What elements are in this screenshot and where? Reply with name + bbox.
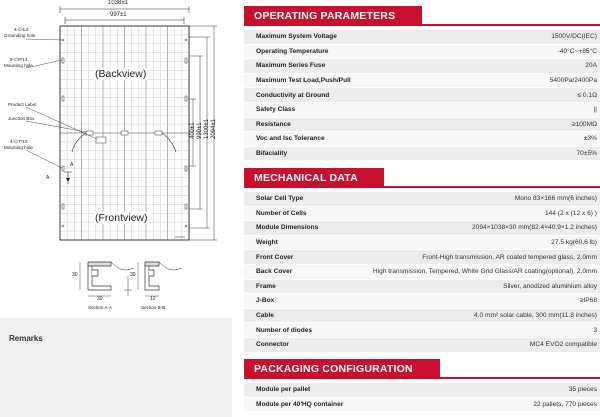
spec-value: Front-High transmission, AR coated tempered glass, 2.0mm xyxy=(422,253,597,261)
dim-990: 990±1 xyxy=(197,122,203,139)
spec-row xyxy=(244,192,600,207)
spec-value: 3 xyxy=(593,326,597,334)
spec-key: Operating Temperature xyxy=(256,47,329,55)
section-b-label: Section B-B xyxy=(141,305,166,310)
section-a-width: 30 xyxy=(97,296,103,302)
spec-key: Number of Cells xyxy=(256,209,307,217)
dim-2094: 2094±1 xyxy=(211,119,217,139)
spec-value: || xyxy=(593,106,597,114)
spec-value: Silver, anodized aluminium alloy xyxy=(503,282,597,290)
operating-parameters-section xyxy=(244,6,600,161)
junction-box-callout: Junction Box xyxy=(8,116,35,121)
spec-row xyxy=(244,383,600,398)
spec-key: J-Box xyxy=(256,297,275,305)
spec-key: Voc and Isc Tolerance xyxy=(256,135,325,143)
spec-key: Safety Class xyxy=(256,106,296,114)
spec-row xyxy=(244,398,600,413)
spec-key: Cable xyxy=(256,312,274,320)
packaging-configuration-title: PACKAGING CONFIGURATION xyxy=(244,359,440,379)
spec-row xyxy=(244,207,600,222)
header-underline xyxy=(244,377,600,379)
spec-value: -40°C~+85°C xyxy=(557,47,597,55)
spec-value: 35 pieces xyxy=(568,386,597,394)
product-label-callout: Product Label xyxy=(8,102,37,107)
mounting-hole-2-spec: 4-∅7*10 xyxy=(10,139,28,144)
spec-value: 22 pallets, 770 pieces xyxy=(533,400,597,408)
spec-value: 20A xyxy=(585,62,597,70)
mounting-hole-1-spec: 8-∅9*14 xyxy=(10,57,28,62)
spec-row xyxy=(244,265,600,280)
spec-row xyxy=(244,132,600,147)
operating-parameters-title: OPERATING PARAMETERS xyxy=(244,6,422,26)
drawing-svg xyxy=(0,0,235,316)
operating-parameters-header xyxy=(244,6,600,28)
packaging-configuration-header xyxy=(244,359,600,381)
spec-key: Resistance xyxy=(256,120,291,128)
section-a-mark: A xyxy=(70,162,74,168)
mechanical-data-section xyxy=(244,168,600,353)
spec-value: ≤ 0.1Ω xyxy=(577,91,597,99)
section-a-height: 30 xyxy=(72,272,78,278)
spec-row xyxy=(244,250,600,265)
mechanical-rows xyxy=(244,192,600,353)
mechanical-data-title: MECHANICAL DATA xyxy=(244,168,384,188)
spec-row xyxy=(244,88,600,103)
spec-key: Module per pallet xyxy=(256,386,311,394)
spec-row xyxy=(244,118,600,133)
frontview-label: (Frontview) xyxy=(95,212,148,224)
spec-row xyxy=(244,59,600,74)
mechanical-data-header xyxy=(244,168,600,190)
packaging-rows xyxy=(244,383,600,412)
spec-key: Weight xyxy=(256,239,278,247)
spec-value: ≥100MΩ xyxy=(571,120,597,128)
spec-key: Module per 40'HQ container xyxy=(256,400,344,408)
remarks-panel xyxy=(0,318,232,417)
remarks-label: Remarks xyxy=(9,334,43,343)
spec-value: 5400Pa/2400Pa xyxy=(549,77,597,85)
spec-row xyxy=(244,338,600,353)
spec-value: ≥IP68 xyxy=(579,297,597,305)
spec-value: MC4 EVO2 compatible xyxy=(529,341,597,349)
spec-row xyxy=(244,45,600,60)
spec-row xyxy=(244,294,600,309)
spec-row xyxy=(244,280,600,295)
spec-key: Connector xyxy=(256,341,289,349)
spec-row xyxy=(244,30,600,45)
mounting-hole-1-label: Mounting hole xyxy=(4,63,33,68)
spec-value: 144 (2 x (12 x 6) ) xyxy=(544,209,597,217)
spec-row xyxy=(244,147,600,162)
spec-value: ±3% xyxy=(583,135,597,143)
section-b-width: 12 xyxy=(150,296,156,302)
spec-key: Maximum Series Fuse xyxy=(256,62,326,70)
spec-key: Module Dimensions xyxy=(256,224,319,232)
spec-row xyxy=(244,236,600,251)
spec-key: Solar Cell Type xyxy=(256,195,304,203)
spec-value: 4.0 mm² solar cable, 300 mm(11.8 inches) xyxy=(473,312,597,320)
dim-1300: 1300±1 xyxy=(204,119,210,139)
spec-row xyxy=(244,309,600,324)
section-b-height: 30 xyxy=(130,272,136,278)
spec-row xyxy=(244,323,600,338)
spec-key: Bifaciality xyxy=(256,150,288,158)
spec-key: Back Cover xyxy=(256,268,293,276)
spec-row xyxy=(244,221,600,236)
header-underline xyxy=(244,186,600,188)
spec-key: Front Cover xyxy=(256,253,294,261)
spec-key: Maximum System Voltage xyxy=(256,33,337,41)
mounting-hole-2-label: Mounting hole xyxy=(4,145,33,150)
spec-row xyxy=(244,103,600,118)
spec-key: Number of diodes xyxy=(256,326,313,334)
operating-rows xyxy=(244,30,600,161)
backview-label: (Backview) xyxy=(95,68,147,80)
section-a-label: Section A-A xyxy=(88,305,113,310)
packaging-configuration-section xyxy=(244,359,600,412)
grounding-hole-label: Grounding hole xyxy=(4,33,36,38)
spec-row xyxy=(244,74,600,89)
spec-value: 27.5 kg(60.6 lb) xyxy=(551,239,597,247)
grounding-hole-spec: 4-∅4.3 xyxy=(14,27,29,32)
spec-value: 1500V/DC(IEC) xyxy=(551,33,597,41)
module-drawing xyxy=(0,0,235,316)
spec-key: Maximum Test Load,Push/Pull xyxy=(256,77,351,85)
spec-value: 2094×1038×30 mm(82.4×40.9×1.2 inches) xyxy=(471,224,597,232)
section-a-mark-2: A xyxy=(46,175,50,181)
dim-frame-width: 997±1 xyxy=(110,12,127,18)
spec-key: Conductivity at Ground xyxy=(256,91,330,99)
dim-400: 400±1 xyxy=(190,122,196,139)
spec-key: Frame xyxy=(256,282,276,290)
spec-value: High transmission, Tempered, White Grid Glass/AR coating(optional), 2.0mm xyxy=(372,268,597,276)
dim-overall-width: 1038±1 xyxy=(108,0,128,6)
header-underline xyxy=(244,24,600,26)
spec-value: 70±5% xyxy=(576,150,597,158)
spec-value: Mono 83×166 mm(6 inches) xyxy=(514,195,597,203)
